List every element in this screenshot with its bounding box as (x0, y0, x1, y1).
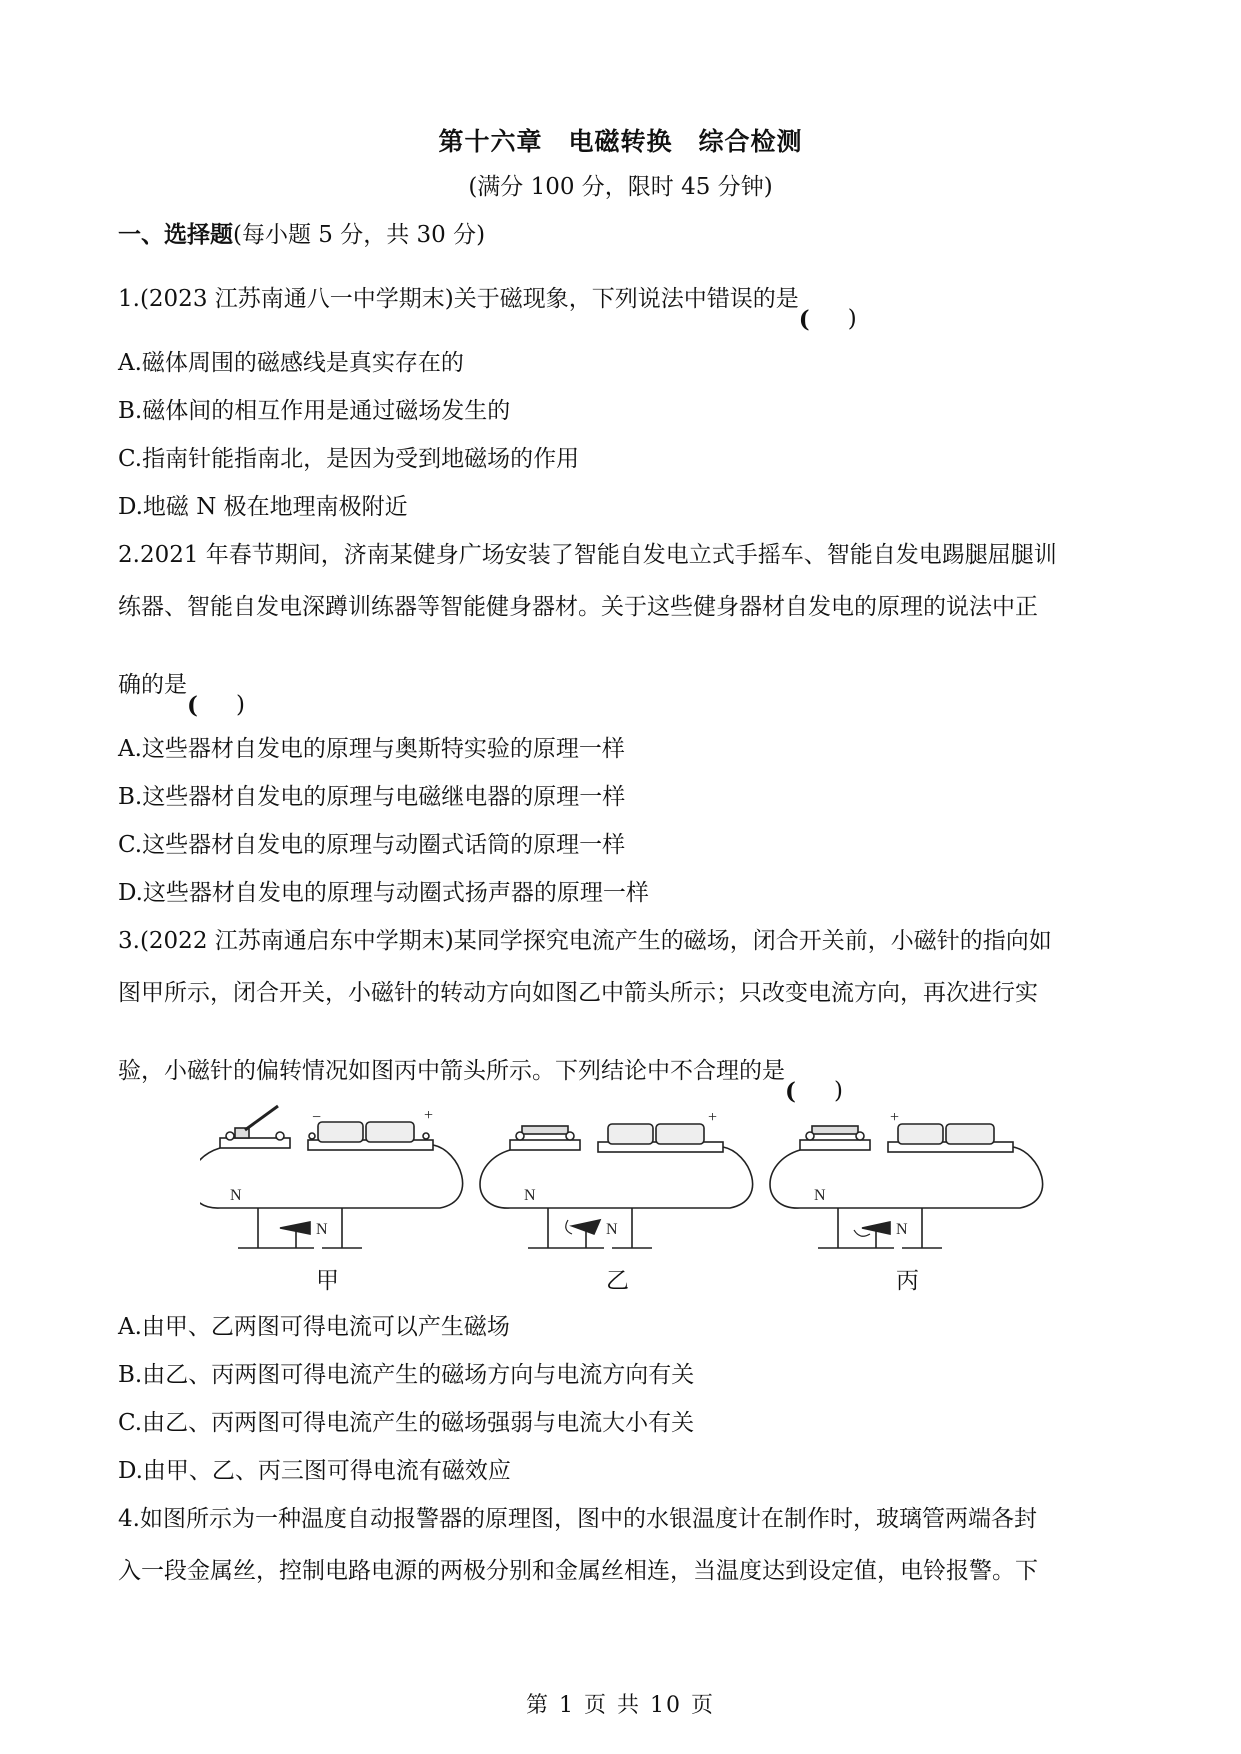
section-note: (每小题 5 分，共 30 分) (233, 222, 486, 248)
q3-stem-line1: 3.(2022 江苏南通启东中学期末)某同学探究电流产生的磁场，闭合开关前，小磁针的指向如 (118, 928, 1052, 954)
q1-option-c: C.指南针能指南北，是因为受到地磁场的作用 (118, 446, 580, 472)
section-title: 一、选择题 (118, 222, 233, 248)
jia-plus-label: + (424, 1107, 434, 1124)
yi-n-label-left: N (524, 1187, 536, 1204)
jia-n-label-left: N (230, 1187, 242, 1204)
q3-option-d: D.由甲、乙、丙三图可得电流有磁效应 (118, 1458, 511, 1484)
page-footer: 第 1 页 共 10 页 (526, 1693, 715, 1718)
q3-option-b: B.由乙、丙两图可得电流产生的磁场方向与电流方向有关 (118, 1362, 695, 1388)
q4-stem-line1: 4.如图所示为一种温度自动报警器的原理图，图中的水银温度计在制作时，玻璃管两端各封 (118, 1506, 1037, 1532)
q1-stem (118, 280, 857, 313)
q1-option-d: D.地磁 N 极在地理南极附近 (118, 494, 408, 520)
yi-plus-label: + (708, 1109, 718, 1126)
q2-stem-line1: 2.2021 年春节期间，济南某健身广场安装了智能自发电立式手摇车、智能自发电踢腿屈腿训 (118, 542, 1057, 568)
q2-option-d: D.这些器材自发电的原理与动圈式扬声器的原理一样 (118, 880, 649, 906)
jia-minus-label: − (312, 1109, 322, 1126)
q1-stem-text: 1.(2023 江苏南通八一中学期末)关于磁现象，下列说法中错误的是 (118, 286, 799, 312)
q3-option-c: C.由乙、丙两图可得电流产生的磁场强弱与电流大小有关 (118, 1410, 695, 1436)
oersted-experiment-figure (200, 1100, 1060, 1270)
q1-option-b: B.磁体间的相互作用是通过磁场发生的 (118, 398, 511, 424)
q1-option-a: A.磁体周围的磁感线是真实存在的 (118, 350, 464, 376)
bing-n-label-right: N (896, 1221, 908, 1238)
figure-caption-bing: 丙 (896, 1268, 919, 1294)
q4-stem-line2: 入一段金属丝，控制电路电源的两极分别和金属丝相连，当温度达到设定值，电铃报警。下 (118, 1558, 1038, 1584)
q2-option-c: C.这些器材自发电的原理与动圈式话筒的原理一样 (118, 832, 626, 858)
section-heading (118, 216, 485, 249)
yi-n-label-right: N (606, 1221, 618, 1238)
q3-option-a: A.由甲、乙两图可得电流可以产生磁场 (118, 1314, 510, 1340)
q2-option-a: A.这些器材自发电的原理与奥斯特实验的原理一样 (118, 736, 625, 762)
circuit-jia (200, 1106, 463, 1248)
page-subtitle: (满分 100 分，限时 45 分钟) (468, 174, 773, 200)
figure-caption-yi: 乙 (606, 1268, 629, 1294)
q3-stem-line2: 图甲所示，闭合开关，小磁针的转动方向如图乙中箭头所示；只改变电流方向，再次进行实 (118, 980, 1038, 1006)
jia-n-label-right: N (316, 1221, 328, 1238)
bing-plus-label: + (890, 1109, 900, 1126)
figure-caption-jia: 甲 (316, 1268, 339, 1294)
q2-stem-line3 (118, 666, 245, 699)
bing-n-label-left: N (814, 1187, 826, 1204)
q2-stem-text: 确的是 (118, 672, 187, 698)
q2-stem-line2: 练器、智能自发电深蹲训练器等智能健身器材。关于这些健身器材自发电的原理的说法中正 (118, 594, 1038, 620)
q3-stem-line3 (118, 1052, 843, 1085)
q3-stem-text: 验，小磁针的偏转情况如图丙中箭头所示。下列结论中不合理的是 (118, 1058, 785, 1084)
q2-option-b: B.这些器材自发电的原理与电磁继电器的原理一样 (118, 784, 626, 810)
page-title: 第十六章 电磁转换 综合检测 (438, 127, 803, 156)
